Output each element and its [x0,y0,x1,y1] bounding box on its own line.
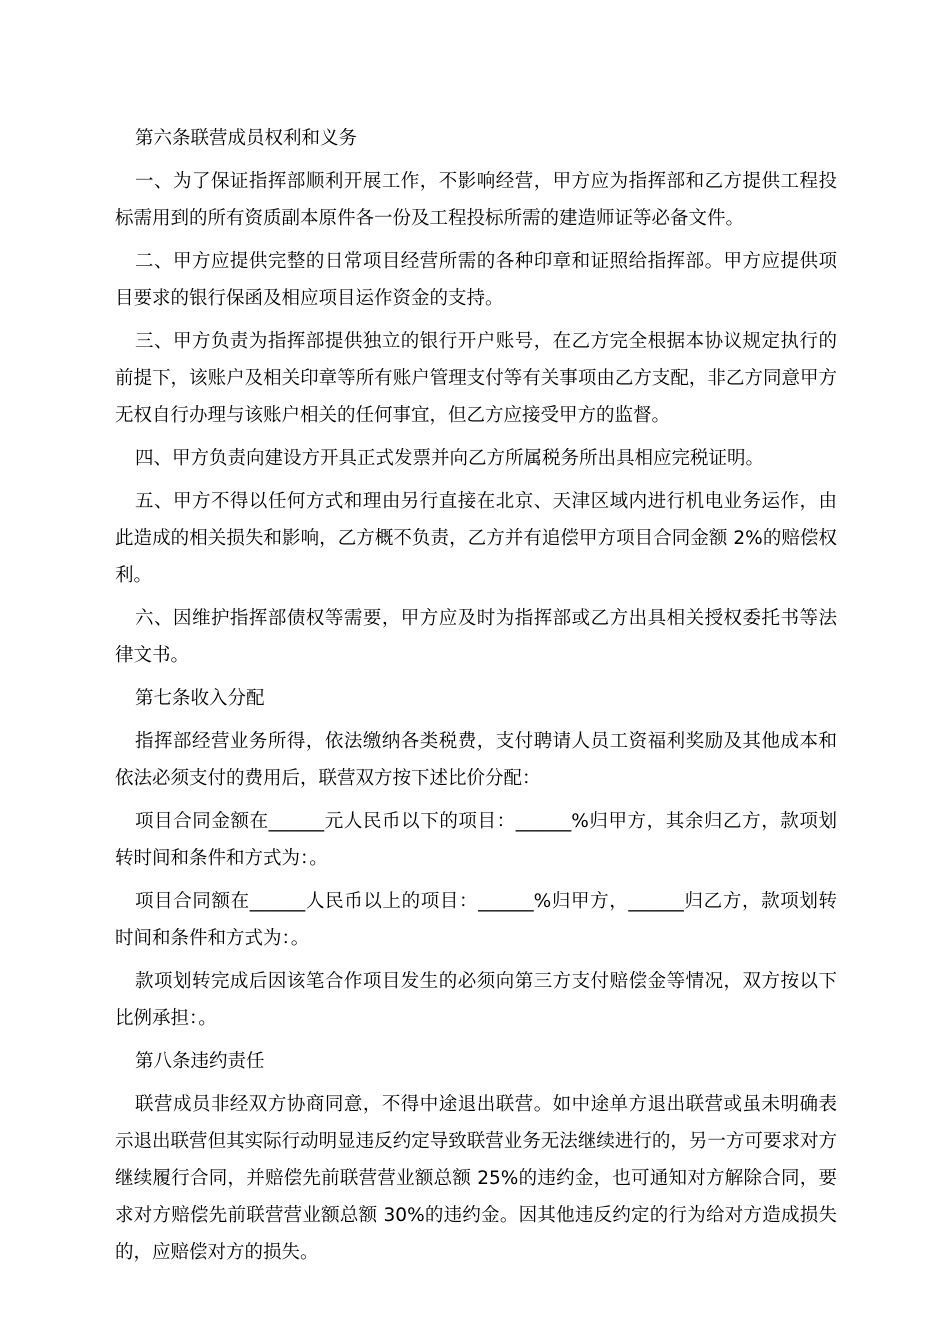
article-8-heading: 第八条违约责任 [135,1051,265,1072]
paragraph: 联营成员非经双方协商同意，不得中途退出联营。如中途单方退出联营或虽未明确表示退出联营但其实际行动明显违反约定导致联营业务无法继续进行的，另一方可要求对方继续履行合同，并赔偿先前联营营业额总额 25%的违约金，也可通知对方解除合同，要求对方赔偿先前联营营业额总额 30%的违约金。因其他违反约定的行为给对方造成损失的，应赔偿对方的损失。 [115,1094,837,1263]
paragraph: 四、甲方负责向建设方开具正式发票并向乙方所属税务所出具相应完税证明。 [135,448,765,469]
paragraph: 指挥部经营业务所得，依法缴纳各类税费，支付聘请人员工资福利奖励及其他成本和依法必须支付的费用后，联营双方按下述比价分配： [115,731,837,789]
article-7-heading: 第七条收入分配 [135,688,265,709]
paragraph: 项目合同额在______人民币以上的项目：______%归甲方，______归乙方，款项划转时间和条件和方式为：。 [115,891,837,949]
document-page [115,120,837,1277]
paragraph: 款项划转完成后因该笔合作项目发生的必须向第三方支付赔偿金等情况，双方按以下比例承担：。 [115,971,837,1029]
paragraph: 五、甲方不得以任何方式和理由另行直接在北京、天津区域内进行机电业务运作，由此造成的相关损失和影响，乙方概不负责，乙方并有追偿甲方项目合同金额 2%的赔偿权利。 [115,491,837,586]
paragraph: 三、甲方负责为指挥部提供独立的银行开户账号，在乙方完全根据本协议规定执行的前提下，该账户及相关印章等所有账户管理支付等有关事项由乙方支配，非乙方同意甲方无权自行办理与该账户相关的任何事宜，但乙方应接受甲方的监督。 [115,331,837,426]
paragraph: 项目合同金额在______元人民币以下的项目：______%归甲方，其余归乙方，款项划转时间和条件和方式为：。 [115,811,837,869]
paragraph: 二、甲方应提供完整的日常项目经营所需的各种印章和证照给指挥部。甲方应提供项目要求的银行保函及相应项目运作资金的支持。 [115,251,837,309]
paragraph: 一、为了保证指挥部顺利开展工作，不影响经营，甲方应为指挥部和乙方提供工程投标需用到的所有资质副本原件各一份及工程投标所需的建造师证等必备文件。 [115,171,837,229]
article-6-heading: 第六条联营成员权利和义务 [135,128,358,149]
paragraph: 六、因维护指挥部债权等需要，甲方应及时为指挥部或乙方出具相关授权委托书等法律文书。 [115,608,837,666]
